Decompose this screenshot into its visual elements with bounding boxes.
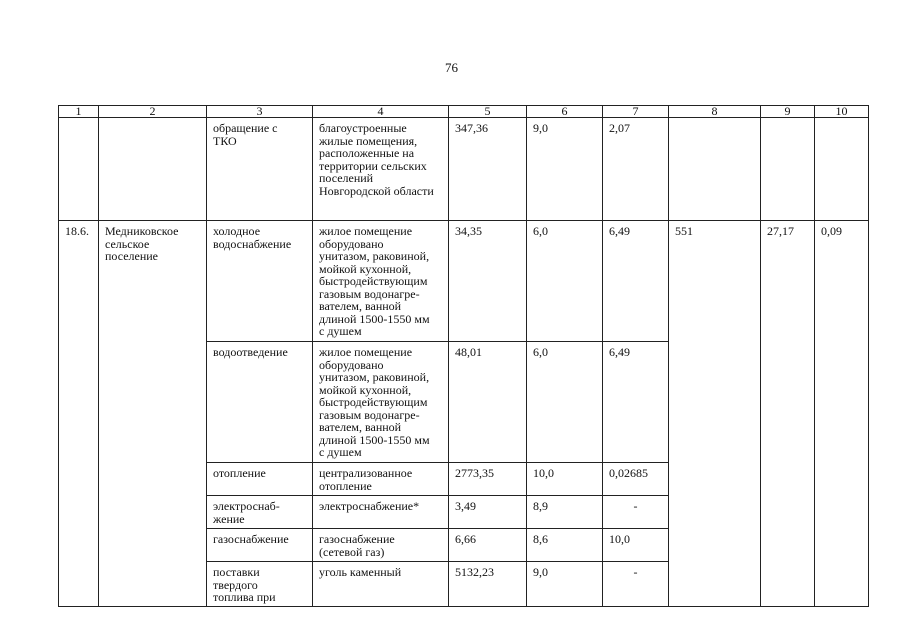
col6-cell: 8,6: [527, 529, 603, 562]
settlement-cell: Медниковское сельское поселение: [99, 221, 207, 607]
table-row: [59, 118, 869, 221]
col7-cell: -: [603, 496, 669, 529]
tariff-cell: 34,35: [449, 221, 527, 342]
service-cell: поставки твердого топлива при: [207, 562, 313, 607]
col6-cell: 6,0: [527, 221, 603, 342]
service-cell: обращение с ТКО: [207, 118, 313, 221]
header-cell-9: 9: [761, 106, 815, 118]
table-row: [59, 221, 869, 342]
description-cell: централизованное отопление: [313, 463, 449, 496]
settlement-cell: [99, 118, 207, 221]
tariff-cell: 3,49: [449, 496, 527, 529]
service-cell: холодное водоснабжение: [207, 221, 313, 342]
col6-cell: 6,0: [527, 342, 603, 463]
col6-cell: 8,9: [527, 496, 603, 529]
header-cell-4: 4: [313, 106, 449, 118]
col7-cell: -: [603, 562, 669, 607]
header-cell-5: 5: [449, 106, 527, 118]
description-cell: жилое помещение оборудовано унитазом, раковиной, мойкой кухонной, быстродействующим газовым водонагре- вателем, ванной длиной 1500-1550 мм с душем: [313, 342, 449, 463]
col7-cell: 2,07: [603, 118, 669, 221]
col10-cell: 0,09: [815, 221, 869, 607]
row-number-cell: [59, 118, 99, 221]
tariff-cell: 5132,23: [449, 562, 527, 607]
page-number: 76: [445, 60, 458, 75]
col7-cell: 6,49: [603, 342, 669, 463]
col7-cell: 10,0: [603, 529, 669, 562]
tariff-cell: 6,66: [449, 529, 527, 562]
service-cell: отопление: [207, 463, 313, 496]
description-cell: уголь каменный: [313, 562, 449, 607]
header-cell-8: 8: [669, 106, 761, 118]
table-header-row: [59, 106, 869, 118]
col6-cell: 9,0: [527, 562, 603, 607]
col7-cell: 0,02685: [603, 463, 669, 496]
tariff-cell: 2773,35: [449, 463, 527, 496]
tariff-cell: 48,01: [449, 342, 527, 463]
header-cell-10: 10: [815, 106, 869, 118]
header-cell-6: 6: [527, 106, 603, 118]
col10-cell: [815, 118, 869, 221]
row-number-cell: 18.6.: [59, 221, 99, 607]
col8-cell: [669, 118, 761, 221]
header-cell-2: 2: [99, 106, 207, 118]
col7-cell: 6,49: [603, 221, 669, 342]
header-cell-3: 3: [207, 106, 313, 118]
tariff-table: [58, 105, 869, 607]
description-cell: электроснабжение*: [313, 496, 449, 529]
service-cell: электроснаб- жение: [207, 496, 313, 529]
service-cell: водоотведение: [207, 342, 313, 463]
tariff-cell: 347,36: [449, 118, 527, 221]
col8-cell: 551: [669, 221, 761, 607]
description-cell: благоустроенные жилые помещения, расположенные на территории сельских поселений Новгородской области: [313, 118, 449, 221]
col6-cell: 10,0: [527, 463, 603, 496]
description-cell: газоснабжение (сетевой газ): [313, 529, 449, 562]
header-cell-7: 7: [603, 106, 669, 118]
col9-cell: [761, 118, 815, 221]
description-cell: жилое помещение оборудовано унитазом, раковиной, мойкой кухонной, быстродействующим газовым водонагре- вателем, ванной длиной 1500-1550 мм с душем: [313, 221, 449, 342]
col6-cell: 9,0: [527, 118, 603, 221]
col9-cell: 27,17: [761, 221, 815, 607]
header-cell-1: 1: [59, 106, 99, 118]
service-cell: газоснабжение: [207, 529, 313, 562]
